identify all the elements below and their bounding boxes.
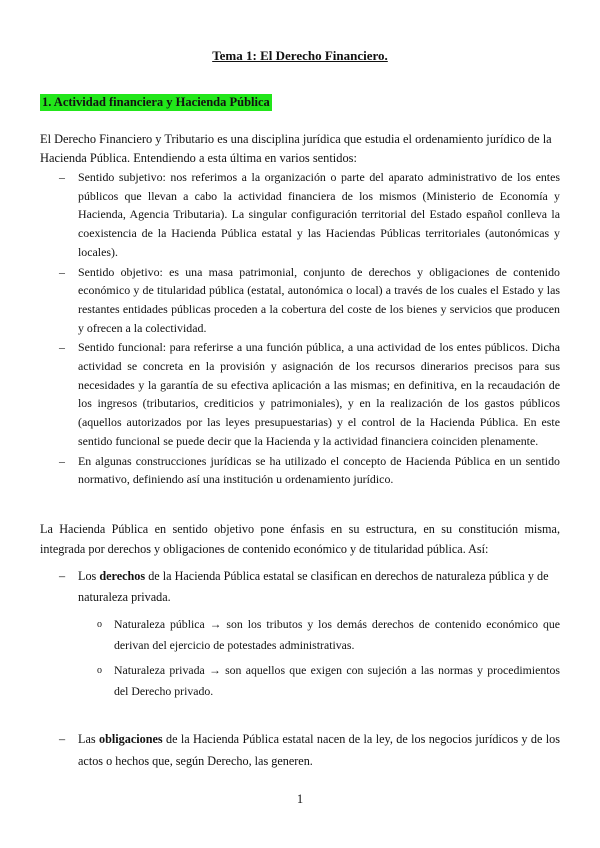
list-item-sense-objetivo: [40, 263, 560, 338]
senses-list: [40, 168, 560, 490]
intro-paragraph: El Derecho Financiero y Tributario es una disciplina jurídica que estudia el ordenamiento jurídico de la Hacienda Pública. Entendiendo a esta última en varios sentidos:: [40, 132, 552, 165]
page-number: 1: [296, 792, 304, 806]
dash-bullet: –: [59, 170, 65, 184]
dash-bullet: –: [59, 732, 66, 746]
list-item-sense-subjetivo: [40, 168, 560, 262]
obligaciones-bold: obligaciones: [98, 732, 163, 746]
hacienda-objetivo-paragraph: La Hacienda Pública en sentido objetivo pone énfasis en su estructura, en su constitución misma, integrada por derechos y obligaciones de contenido económico y de titularidad pública. Así:: [40, 522, 560, 556]
dash-bullet: –: [59, 569, 66, 583]
list-item-text: Sentido subjetivo: nos referimos a la organización o parte del aparato administrativo de los entes públicos que llevan a cabo la actividad financiera de los mismos (Ministerio de Economía y Hacienda, Agencia Tributaria). La singular configuración territorial del Estado español conlleva la coexistencia de la Hacienda Pública estatal y las Haciendas Públicas territoriales (autonómicas y locales).: [78, 170, 560, 259]
circle-bullet: o: [97, 665, 102, 676]
obligaciones-post: de la Hacienda Pública estatal nacen de la ley, de los negocios jurídicos y de los actos o hechos que, según Derecho, las generen.: [78, 732, 560, 768]
list-item-derechos: [40, 566, 560, 702]
sublist-item-publica: [78, 614, 560, 656]
derechos-bold: derechos: [99, 569, 146, 583]
document-title: Tema 1: El Derecho Financiero.: [212, 48, 388, 63]
obligaciones-list: [40, 728, 560, 772]
list-item-obligaciones: [40, 728, 560, 772]
sublist-item-privada: [78, 660, 560, 702]
dash-bullet: –: [59, 264, 65, 279]
circle-bullet: o: [97, 619, 102, 630]
list-item-text: En algunas construcciones jurídicas se ha utilizado el concepto de Hacienda Pública en un sentido normativo, definiendo así una institución u ordenamiento jurídico.: [78, 453, 560, 487]
derechos-post: de la Hacienda Pública estatal se clasifican en derechos de naturaleza pública y de naturaleza privada.: [78, 569, 549, 604]
list-item-text: Sentido funcional: para referirse a una función pública, a una actividad de los entes públicos. Dicha actividad se concreta en la provisión y asignación de los recursos dinerarios precisos para sus necesidades y la garantía de su efectiva aplicación a las mismas; en definitiva, en la recaudación de los ingresos (tributarios, crediticios y patrimoniales), y en la realización de los gastos públicos (aquellos autorizados por las leyes presupuestarias) y el control de la Hacienda Pública. En este sentido funcional se puede decir que la Hacienda y la actividad financiera coinciden plenamente.: [78, 340, 560, 448]
derechos-list: [40, 566, 560, 706]
obligaciones-pre: Las: [78, 732, 99, 746]
dash-bullet: –: [59, 340, 65, 355]
sublist-item-text: Naturaleza privada → son aquellos que exigen con sujeción a las normas y procedimientos del Derecho privado.: [114, 663, 560, 698]
derechos-pre: Los: [78, 569, 100, 583]
derechos-sublist: [78, 614, 560, 702]
sublist-item-text: Naturaleza pública → son los tributos y los demás derechos de contenido económico que derivan del ejercicio de potestades administrativas.: [114, 617, 560, 652]
list-item-text: Sentido objetivo: es una masa patrimonial, conjunto de derechos y obligaciones de contenido económico y de titularidad pública (estatal, autonómica o local) a través de los cuales el Estado y las restantes entidades públicas proceden a la cobertura del coste de los bienes y servicios que producen y ofrecen a la colectividad.: [78, 264, 560, 335]
list-item-sense-funcional: [40, 338, 560, 450]
dash-bullet: –: [59, 453, 65, 468]
list-item-sense-normativo: [40, 452, 560, 489]
section-heading: 1. Actividad financiera y Hacienda Pública: [42, 95, 270, 109]
